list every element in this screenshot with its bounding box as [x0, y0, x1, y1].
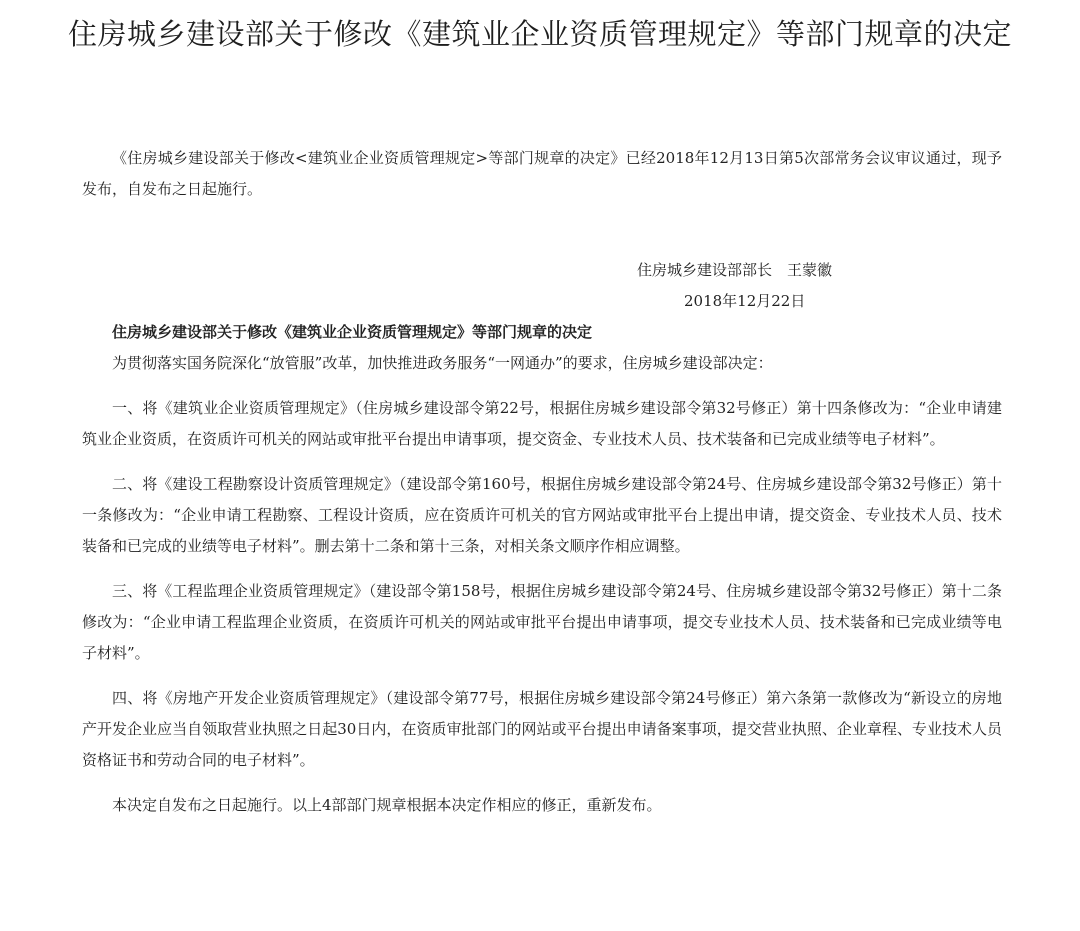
signature-name-line [82, 255, 1002, 286]
paragraph-closing: 本决定自发布之日起施行。以上4部部门规章根据本决定作相应的修正，重新发布。 [112, 796, 662, 814]
page-title: 住房城乡建设部关于修改《建筑业企业资质管理规定》等部门规章的决定 [67, 17, 1012, 51]
intro-paragraph: 《住房城乡建设部关于修改<建筑业企业资质管理规定>等部门规章的决定》已经2018年12月13日第5次部常务会议审议通过，现予发布，自发布之日起施行。 [82, 149, 1002, 198]
paragraph-item-4: 四、将《房地产开发企业资质管理规定》（建设部令第77号，根据住房城乡建设部令第24号修正）第六条第一款修改为“新设立的房地产开发企业应当自领取营业执照之日起30日内，在资质审批部门的网站或平台提出申请备案事项，提交营业执照、企业章程、专业技术人员资格证书和劳动合同的电子材料”。 [82, 689, 1002, 769]
decision-title: 住房城乡建设部关于修改《建筑业企业资质管理规定》等部门规章的决定 [112, 323, 593, 341]
paragraph-item-2: 二、将《建设工程勘察设计资质管理规定》（建设部令第160号，根据住房城乡建设部令第24号、住房城乡建设部令第32号修正）第十一条修改为：“企业申请工程勘察、工程设计资质，应在资质许可机关的官方网站或审批平台上提出申请，提交资金、专业技术人员、技术装备和已完成的业绩等电子材料”。删去第十二条和第十三条，对相关条文顺序作相应调整。 [82, 475, 1002, 555]
paragraph-preamble: 为贯彻落实国务院深化“放管服”改革，加快推进政务服务“一网通办”的要求，住房城乡建设部决定： [112, 354, 773, 372]
signature-name: 住房城乡建设部部长 王蒙徽 [637, 261, 833, 279]
document-body [82, 143, 1002, 835]
signature-date: 2018年12月22日 [684, 292, 806, 310]
paragraph-item-1: 一、将《建筑业企业资质管理规定》（住房城乡建设部令第22号，根据住房城乡建设部令第32号修正）第十四条修改为：“企业申请建筑业企业资质，在资质许可机关的网站或审批平台提出申请事项，提交资金、专业技术人员、技术装备和已完成业绩等电子材料”。 [82, 399, 1002, 448]
signature-date-line [82, 286, 1002, 317]
paragraph-item-3: 三、将《工程监理企业资质管理规定》（建设部令第158号，根据住房城乡建设部令第24号、住房城乡建设部令第32号修正）第十二条修改为：“企业申请工程监理企业资质，在资质许可机关的网站或审批平台提出申请事项，提交专业技术人员、技术装备和已完成业绩等电子材料”。 [82, 582, 1002, 662]
